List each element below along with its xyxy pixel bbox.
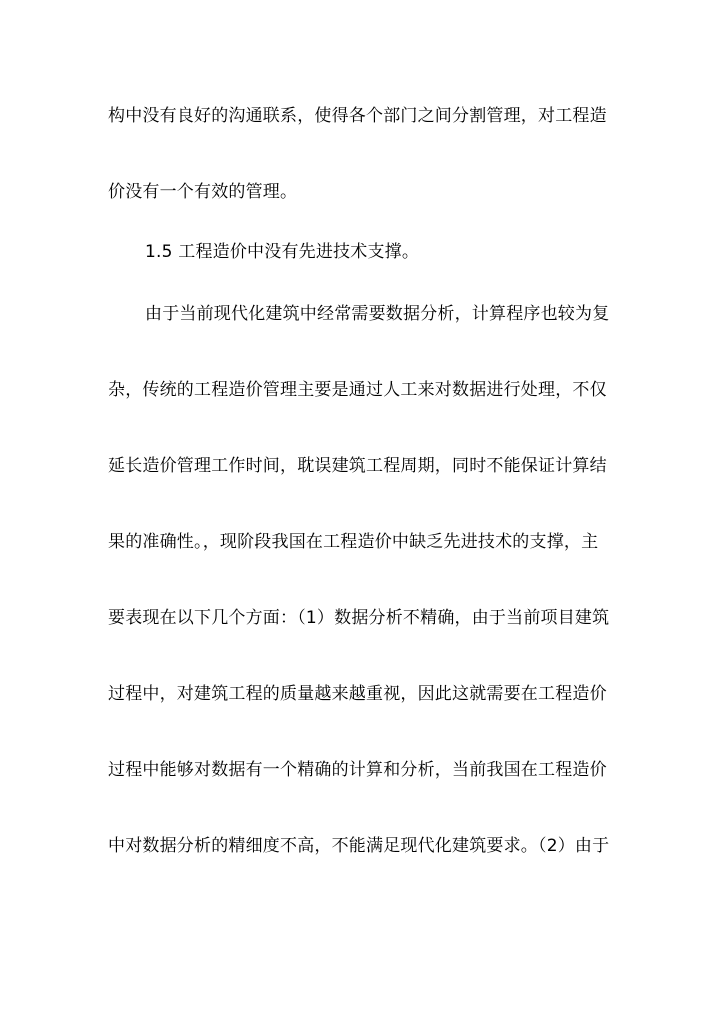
text-line-7: 果的准确性。，现阶段我国在工程造价中缺乏先进技术的支撑，主 bbox=[108, 532, 599, 552]
text-line-8: 要表现在以下几个方面：（1）数据分析不精确，由于当前项目建筑 bbox=[108, 608, 610, 628]
text-line-9: 过程中，对建筑工程的质量越来越重视，因此这就需要在工程造价 bbox=[108, 684, 607, 704]
section-heading: 1.5 工程造价中没有先进技术支撑。 bbox=[145, 242, 420, 262]
text-line-10: 过程中能够对数据有一个精确的计算和分析，当前我国在工程造价 bbox=[108, 760, 607, 780]
text-line-6: 延长造价管理工作时间，耽误建筑工程周期，同时不能保证计算结 bbox=[108, 456, 607, 476]
text-line-1: 构中没有良好的沟通联系，使得各个部门之间分割管理，对工程造 bbox=[108, 106, 607, 126]
text-line-11: 中对数据分析的精细度不高，不能满足现代化建筑要求。（2）由于 bbox=[108, 836, 610, 856]
text-line-5: 杂，传统的工程造价管理主要是通过人工来对数据进行处理，不仅 bbox=[108, 380, 607, 400]
paragraph-first-line: 由于当前现代化建筑中经常需要数据分析，计算程序也较为复 bbox=[145, 304, 610, 324]
text-line-2: 价没有一个有效的管理。 bbox=[108, 182, 298, 202]
